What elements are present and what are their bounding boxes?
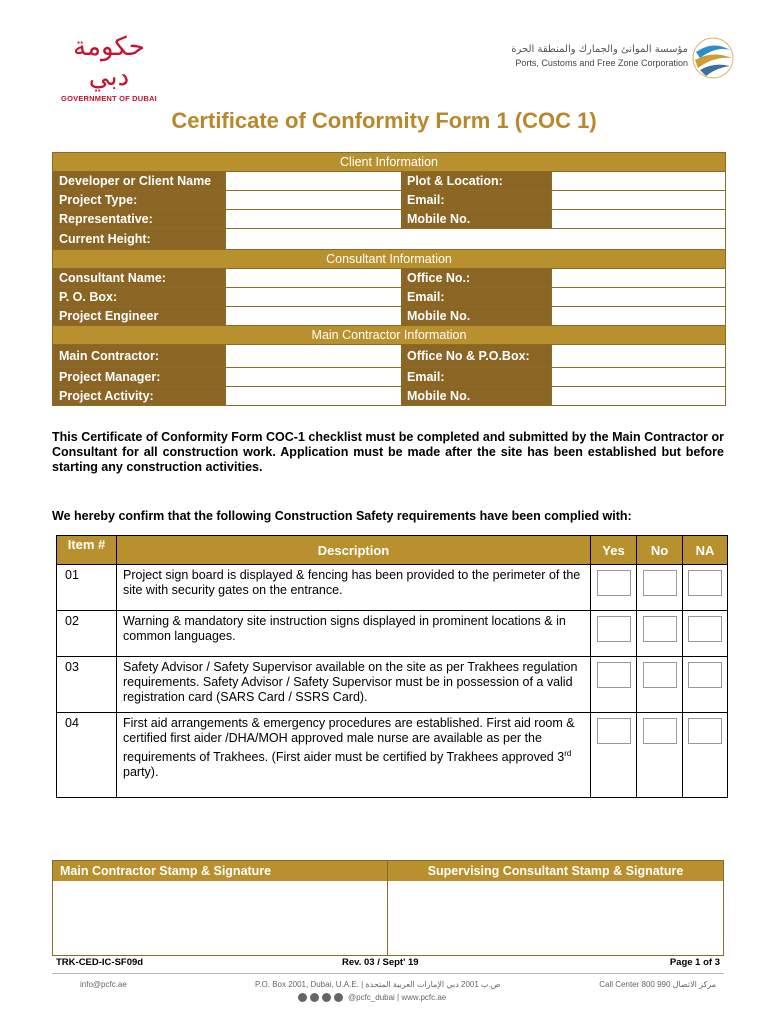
na-checkbox[interactable] [688, 616, 722, 642]
client-mobile-label: Mobile No. [401, 210, 551, 228]
no-checkbox[interactable] [643, 662, 677, 688]
table-row [53, 269, 725, 288]
contractor-office-label: Office No & P.O.Box: [401, 345, 551, 367]
table-row [53, 307, 725, 326]
contractor-mobile-field[interactable] [551, 387, 725, 405]
yes-header: Yes [591, 536, 637, 564]
table-row [53, 387, 725, 405]
client-mobile-field[interactable] [551, 210, 725, 228]
description-header: Description [117, 536, 591, 564]
no-header: No [637, 536, 683, 564]
pcfc-globe-icon [690, 32, 736, 82]
current-height-field[interactable] [225, 229, 725, 249]
table-row [53, 229, 725, 250]
no-checkbox[interactable] [643, 616, 677, 642]
contractor-mobile-label: Mobile No. [401, 387, 551, 405]
contractor-email-field[interactable] [551, 368, 725, 386]
consultant-name-field[interactable] [225, 269, 401, 287]
project-engineer-field[interactable] [225, 307, 401, 325]
signature-section [52, 860, 724, 956]
document-title: Certificate of Conformity Form 1 (COC 1) [171, 108, 597, 133]
project-activity-label: Project Activity: [53, 387, 225, 405]
current-height-label: Current Height: [53, 229, 225, 249]
postal-address: P.O. Box 2001, Dubai, U.A.E. | ص.ب 2001 دبي الإمارات العربية المتحدة [255, 980, 501, 989]
dubai-logo-english: GOVERNMENT OF DUBAI [61, 94, 157, 103]
twitter-icon [310, 993, 319, 1002]
plot-location-label: Plot & Location: [401, 172, 551, 190]
project-type-field[interactable] [225, 191, 401, 209]
item-description [117, 713, 591, 797]
po-box-label: P. O. Box: [53, 288, 225, 306]
client-information-heading: Client Information [53, 153, 725, 172]
contact-email: info@pcfc.ae [80, 980, 127, 989]
consultant-signature-heading: Supervising Consultant Stamp & Signature [388, 861, 723, 881]
consultant-office-label: Office No.: [401, 269, 551, 287]
item-description-text: First aid arrangements & emergency procedures are established. First aid room & certified first aider /DHA/MOH approved male nurse are available as per the requirements of Trakhees. (First aider must be certified by Trakhees approved 3 [123, 716, 575, 765]
checklist-row [57, 564, 727, 610]
table-row [53, 368, 725, 387]
table-row [53, 210, 725, 229]
ordinal-suffix: rd [564, 749, 572, 758]
po-box-field[interactable] [225, 288, 401, 306]
pcfc-name-english: Ports, Customs and Free Zone Corporation [515, 58, 688, 68]
pcfc-logo [472, 32, 752, 84]
contractor-signature-heading: Main Contractor Stamp & Signature [53, 861, 387, 881]
project-manager-label: Project Manager: [53, 368, 225, 386]
consultant-email-field[interactable] [551, 288, 725, 306]
checklist-row [57, 712, 727, 797]
consultant-mobile-field[interactable] [551, 307, 725, 325]
instagram-icon [298, 993, 307, 1002]
na-checkbox[interactable] [688, 662, 722, 688]
yes-checkbox[interactable] [597, 718, 631, 744]
contractor-signature-area[interactable] [53, 861, 388, 955]
main-contractor-information-heading: Main Contractor Information [53, 326, 725, 345]
na-checkbox[interactable] [688, 570, 722, 596]
information-table [52, 152, 726, 406]
na-header: NA [695, 542, 715, 558]
consultant-email-label: Email: [401, 288, 551, 306]
developer-field[interactable] [225, 172, 401, 190]
na-checkbox[interactable] [688, 718, 722, 744]
consultant-information-heading: Consultant Information [53, 250, 725, 269]
call-center: Call Center 800 990 مركز الاتصال [599, 980, 716, 989]
project-manager-field[interactable] [225, 368, 401, 386]
plot-location-field[interactable] [551, 172, 725, 190]
table-row [53, 172, 725, 191]
project-engineer-label: Project Engineer [53, 307, 225, 325]
main-contractor-label: Main Contractor: [53, 345, 225, 367]
revision: Rev. 03 / Sept' 19 [342, 957, 419, 968]
no-checkbox[interactable] [643, 570, 677, 596]
item-number: 04 [57, 713, 117, 797]
project-type-label: Project Type: [53, 191, 225, 209]
main-contractor-field[interactable] [225, 345, 401, 367]
yes-checkbox[interactable] [597, 616, 631, 642]
checklist-row [57, 656, 727, 712]
item-number: 01 [57, 565, 117, 610]
item-description: Safety Advisor / Safety Supervisor available on the site as per Trakhees regulation requirements. Safety Advisor / Safety Supervisor must be in possession of a valid registration card (SARS Card / SSRS Card). [117, 657, 591, 712]
no-checkbox[interactable] [643, 718, 677, 744]
pcfc-name-arabic: مؤسسة الموانئ والجمارك والمنطقة الحرة [511, 44, 688, 55]
item-description-text-end: party). [123, 765, 159, 780]
consultant-office-field[interactable] [551, 269, 725, 287]
representative-label: Representative: [53, 210, 225, 228]
client-email-field[interactable] [551, 191, 725, 209]
table-row [53, 345, 725, 368]
yes-checkbox[interactable] [597, 570, 631, 596]
consultant-mobile-label: Mobile No. [401, 307, 551, 325]
item-description: Warning & mandatory site instruction signs displayed in prominent locations & in common languages. [117, 611, 591, 656]
dubai-logo-arabic: حكومة دبي [73, 32, 145, 92]
checklist-row [57, 610, 727, 656]
representative-field[interactable] [225, 210, 401, 228]
confirmation-statement: We hereby confirm that the following Construction Safety requirements have been complied with: [52, 509, 632, 523]
client-email-label: Email: [401, 191, 551, 209]
contractor-email-label: Email: [401, 368, 551, 386]
document-code: TRK-CED-IC-SF09d [56, 957, 144, 968]
linkedin-icon [334, 993, 343, 1002]
facebook-icon [322, 993, 331, 1002]
project-activity-field[interactable] [225, 387, 401, 405]
table-row [53, 288, 725, 307]
table-row [53, 191, 725, 210]
social-handle: @pcfc_dubai | www.pcfc.ae [348, 993, 447, 1002]
item-description: Project sign board is displayed & fencing has been provided to the perimeter of the site with security gates on the entrance. [117, 565, 591, 610]
government-of-dubai-logo [54, 32, 164, 103]
intro-paragraph: This Certificate of Conformity Form COC-1 checklist must be completed and submitted by the Main Contractor or Consultant for all construction work. Application must be made after the site has been established but before starting any construction activities. [52, 430, 724, 474]
social-links [298, 993, 446, 1002]
item-number: 02 [57, 611, 117, 656]
consultant-name-label: Consultant Name: [53, 269, 225, 287]
page-number: Page 1 of 3 [669, 957, 720, 968]
item-number-header: Item # [57, 536, 117, 564]
safety-checklist-table [56, 535, 728, 798]
item-number: 03 [57, 657, 117, 712]
yes-checkbox[interactable] [597, 662, 631, 688]
developer-label: Developer or Client Name [53, 172, 225, 190]
checklist-header [57, 536, 727, 564]
consultant-signature-area[interactable] [388, 861, 723, 955]
contractor-office-field[interactable] [551, 345, 725, 367]
footer-divider [52, 973, 724, 974]
